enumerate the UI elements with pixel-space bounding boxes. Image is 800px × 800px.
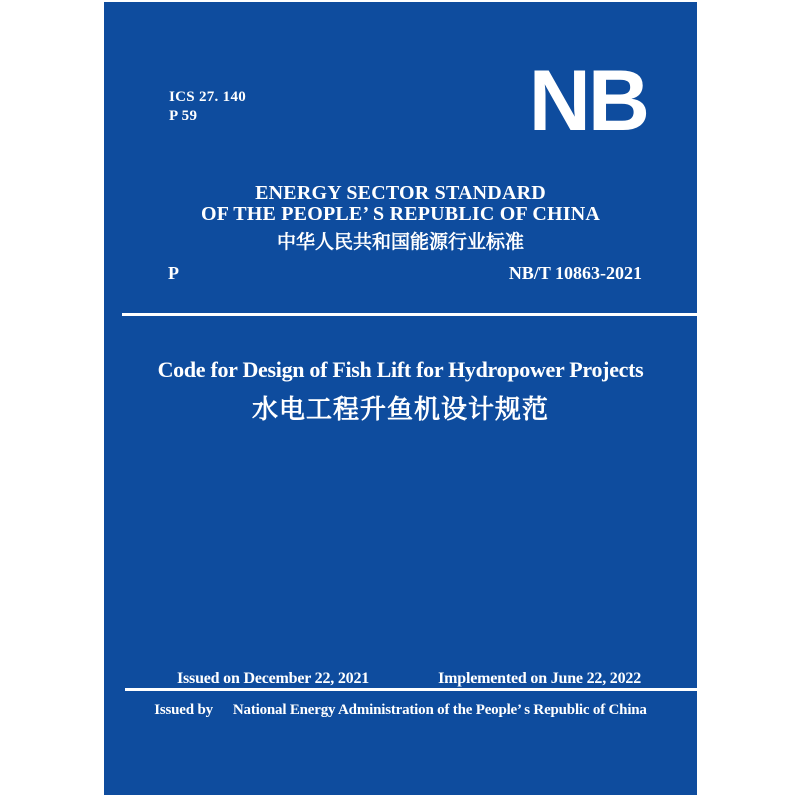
horizontal-rule-bottom [125, 688, 697, 691]
standard-number: NB/T 10863-2021 [508, 263, 642, 283]
classification-number-row [168, 263, 642, 283]
heading-line1-en: ENERGY SECTOR STANDARD [255, 182, 546, 204]
issued-on-date: Issued on December 22, 2021 [177, 670, 370, 687]
title-english: Code for Design of Fish Lift for Hydropower Projects [157, 357, 644, 382]
issued-by-label: Issued by [154, 702, 213, 718]
heading-line2-en: OF THE PEOPLE’ S REPUBLIC OF CHINA [200, 203, 601, 225]
horizontal-rule-top [122, 313, 697, 316]
ics-code: ICS 27. 140 [169, 89, 247, 105]
ics-classification-block [169, 88, 246, 126]
title-block [104, 357, 697, 427]
nb-logo: NB [528, 53, 647, 149]
standard-heading [104, 183, 697, 255]
implemented-on-date: Implemented on June 22, 2022 [438, 670, 641, 687]
p-classification-code: P 59 [169, 108, 198, 124]
heading-line3-cn: 中华人民共和国能源行业标准 [276, 232, 524, 253]
issued-by-gap [213, 701, 233, 719]
issued-by-row [104, 701, 697, 719]
class-letter: P [168, 263, 179, 283]
issued-by-value: National Energy Administration of the People’ s Republic of China [232, 702, 647, 718]
title-chinese: 水电工程升鱼机设计规范 [251, 395, 549, 424]
standard-cover-page [104, 2, 697, 795]
issue-dates-row [177, 670, 641, 688]
